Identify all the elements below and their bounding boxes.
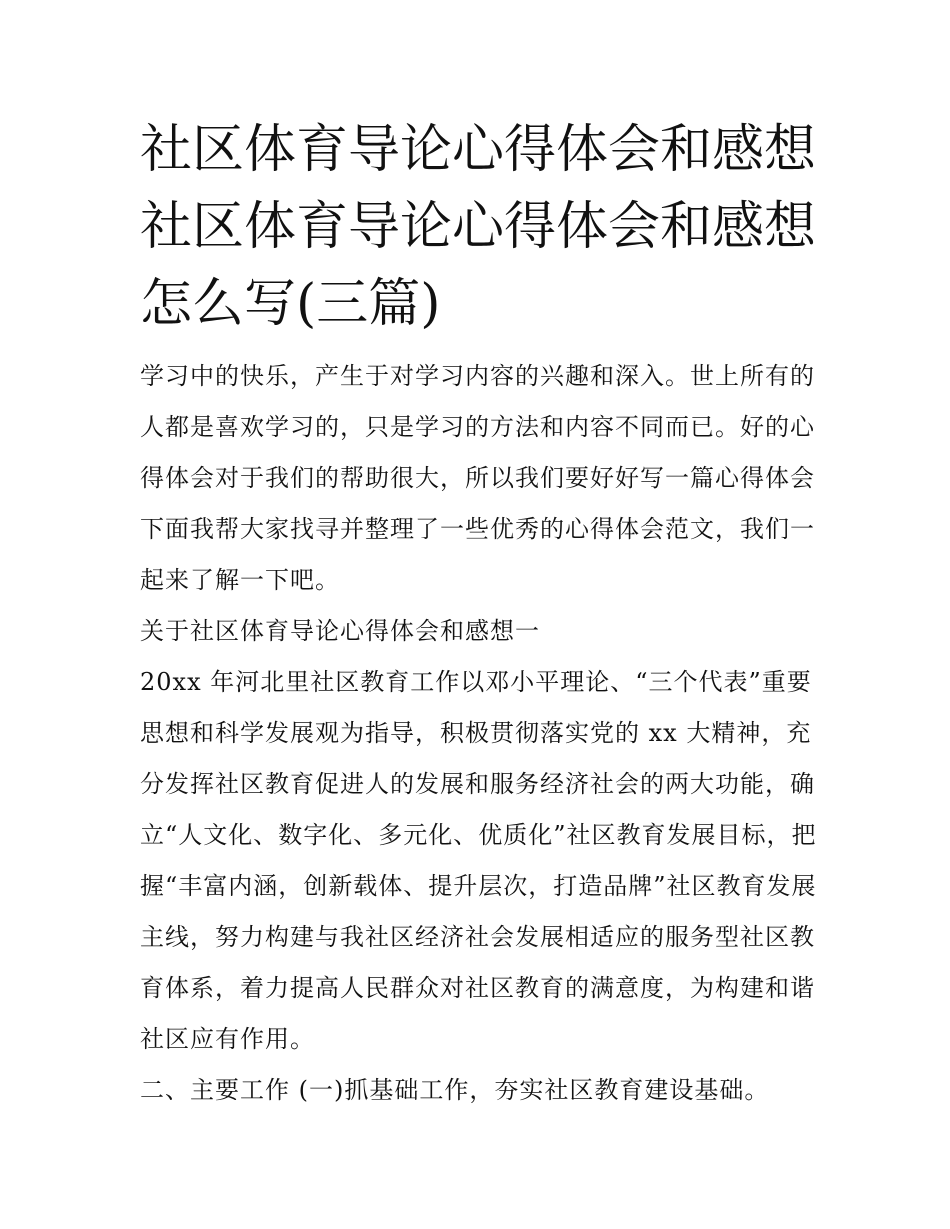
intro-line-1: 学习中的快乐，产生于对学习内容的兴趣和深入。世上所有的 (140, 362, 815, 390)
paragraph-line-2: 思想和科学发展观为指导，积极贯彻落实党的 xx 大精神，充 (140, 719, 812, 747)
main-paragraph (140, 657, 817, 1065)
intro-paragraph (140, 351, 815, 606)
paragraph-line-8: 社区应有作用。 (140, 1025, 315, 1053)
paragraph-line-6: 主线，努力构建与我社区经济社会发展相适应的服务型社区教 (140, 923, 815, 951)
document-title (140, 112, 817, 343)
title-line-3: 怎么写(三篇) (140, 274, 441, 334)
document-page (140, 112, 817, 1116)
paragraph-line-4: 立“人文化、数字化、多元化、优质化”社区教育发展目标，把 (140, 821, 817, 849)
paragraph-line-3: 分发挥社区教育促进人的发展和服务经济社会的两大功能，确 (140, 770, 815, 798)
title-line-2: 社区体育导论心得体会和感想 (140, 197, 817, 257)
work-heading: 二、主要工作 (一)抓基础工作，夯实社区教育建设基础。 (140, 1076, 770, 1104)
intro-line-3: 得体会对于我们的帮助很大，所以我们要好好写一篇心得体会 (140, 464, 815, 492)
paragraph-line-1: 20xx 年河北里社区教育工作以邓小平理论、“三个代表”重要 (140, 668, 812, 696)
intro-line-4: 下面我帮大家找寻并整理了一些优秀的心得体会范文，我们一 (140, 515, 815, 543)
document-body (140, 351, 817, 1116)
paragraph-line-7: 育体系，着力提高人民群众对社区教育的满意度，为构建和谐 (140, 974, 815, 1002)
title-line-1: 社区体育导论心得体会和感想 (140, 120, 817, 180)
intro-line-5: 起来了解一下吧。 (140, 566, 340, 594)
paragraph-line-5: 握“丰富内涵，创新载体、提升层次，打造品牌”社区教育发展 (140, 872, 817, 900)
section-heading: 关于社区体育导论心得体会和感想一 (140, 617, 540, 645)
intro-line-2: 人都是喜欢学习的，只是学习的方法和内容不同而已。好的心 (140, 413, 815, 441)
